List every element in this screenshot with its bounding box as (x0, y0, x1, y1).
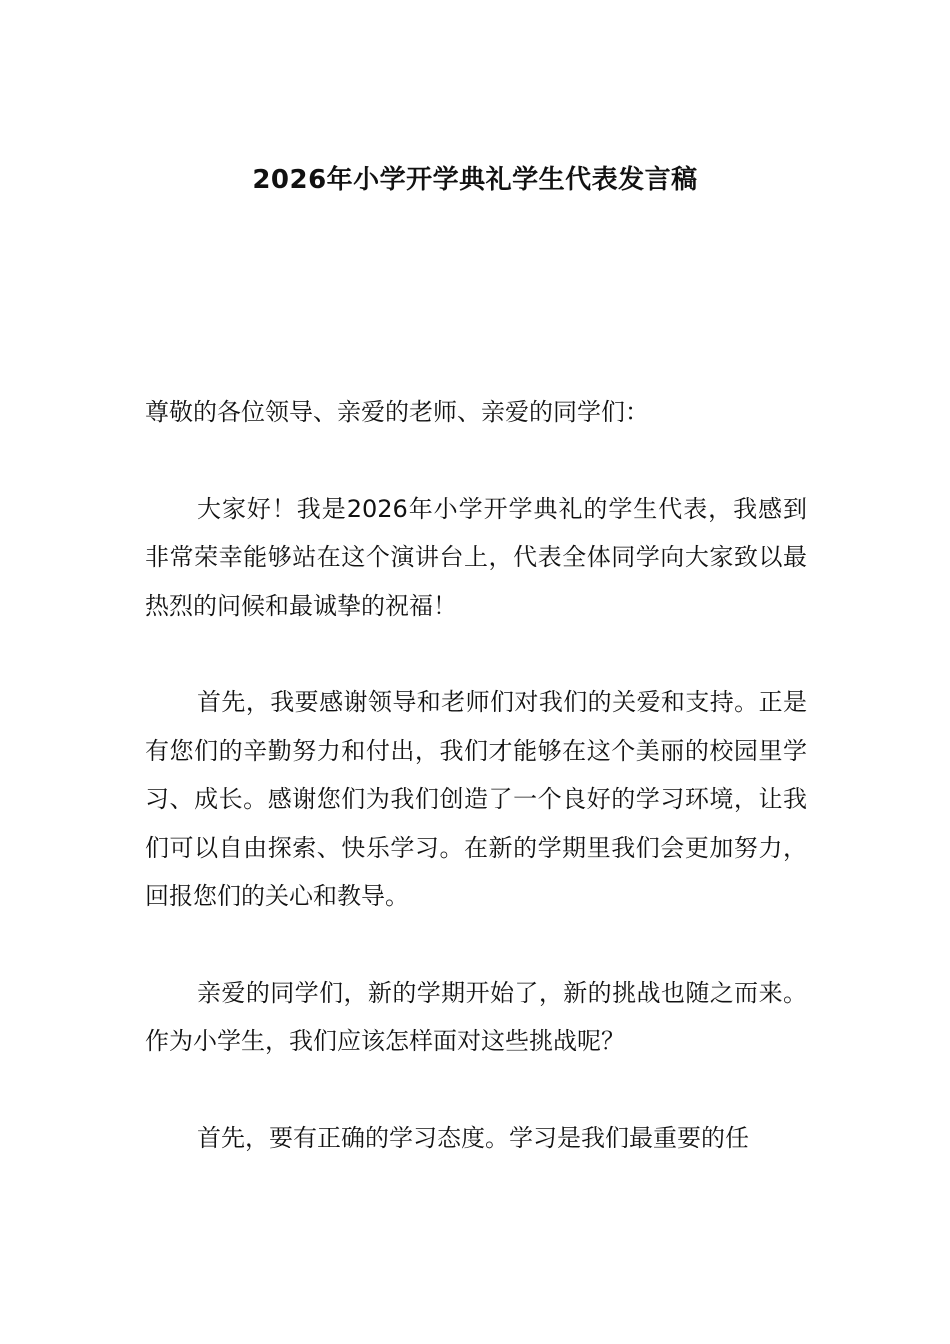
paragraph-4: 首先，要有正确的学习态度。学习是我们最重要的任 (197, 1123, 749, 1152)
paragraph-1: 大家好！我是2026年小学开学典礼的学生代表，我感到非常荣幸能够站在这个演讲台上，代表全体同学向大家致以最热烈的问候和最诚挚的祝福！ (145, 494, 807, 620)
document-title: 2026年小学开学典礼学生代表发言稿 (252, 165, 698, 195)
paragraph-3: 亲爱的同学们，新的学期开始了，新的挑战也随之而来。作为小学生，我们应该怎样面对这些挑战呢？ (145, 978, 807, 1055)
salutation: 尊敬的各位领导、亲爱的老师、亲爱的同学们： (145, 398, 649, 426)
paragraph-2: 首先，我要感谢领导和老师们对我们的关爱和支持。正是有您们的辛勤努力和付出，我们才能够在这个美丽的校园里学习、成长。感谢您们为我们创造了一个良好的学习环境，让我们可以自由探索、快乐学习。在新的学期里我们会更加努力，回报您们的关心和教导。 (145, 688, 807, 910)
document-body (145, 388, 807, 1162)
